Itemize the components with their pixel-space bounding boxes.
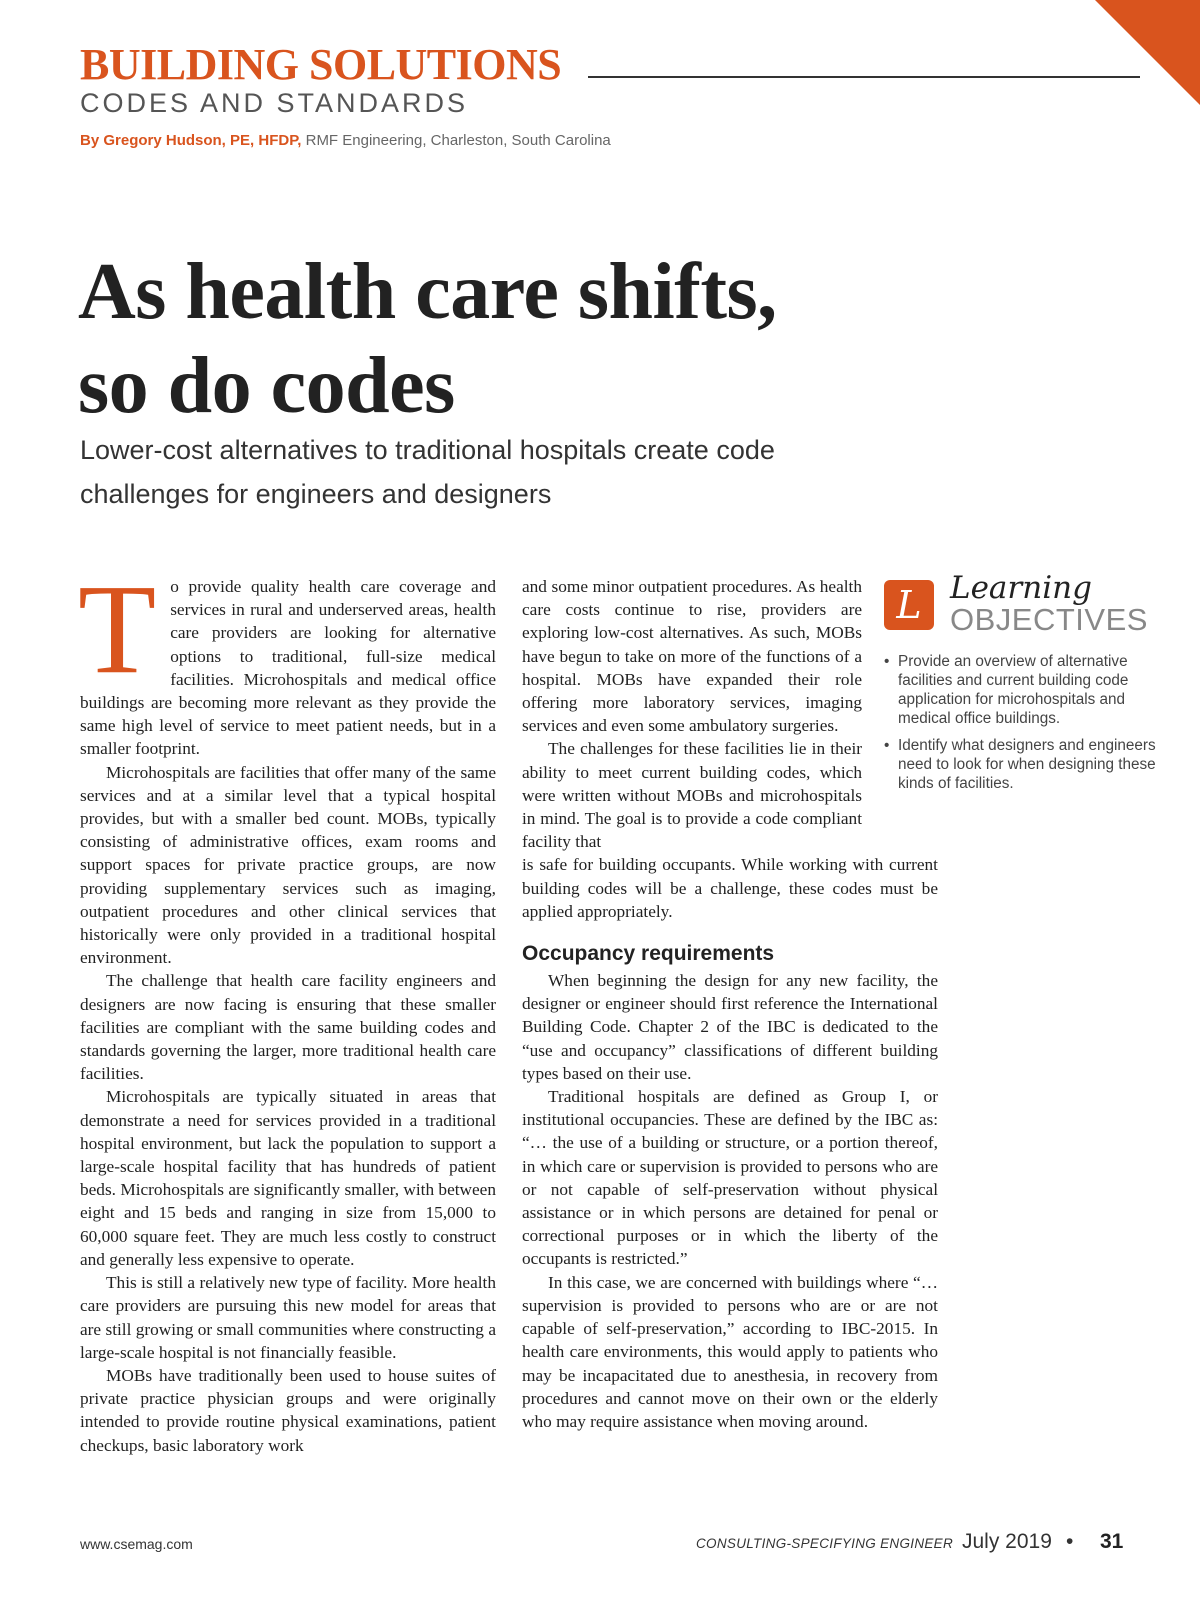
objective-item: • Identify what designers and engineers need to look for when designing these kinds of facilities. — [884, 736, 1160, 793]
headline-line-2: so do codes — [78, 342, 455, 430]
learning-title-script: Learning — [950, 570, 1092, 606]
paragraph: Traditional hospitals are defined as Group I, or institutional occupancies. These are defined by the IBC as: “… the use of a building or structure, or a portion thereof, in which care or supervision is provided to persons who are or not capable of self-preservation without physical assistance or in which persons are detained for penal or correctional purposes or in which the liberty of the occupants is restricted.” — [522, 1087, 938, 1269]
objectives-title: OBJECTIVES — [950, 602, 1148, 637]
author-affiliation: RMF Engineering, Charleston, South Carolina — [305, 132, 611, 149]
section-heading: Occupancy requirements — [522, 942, 775, 966]
learning-objectives-header — [884, 570, 1160, 638]
issue-date: July 2019 — [962, 1530, 1052, 1553]
section-subtitle: CODES AND STANDARDS — [80, 88, 469, 118]
paragraph: Microhospitals are facilities that offer many of the same services and at a similar level that a typical hospital provides, but with a smaller bed count. MOBs, typically consisting of administrative offices, exam rooms and support spaces for private practice groups, are now providing supplementary services such as imaging, outpatient procedures and other clinical services that historically were only provided in a traditional hospital environment. — [80, 762, 496, 968]
magazine-name: CONSULTING-SPECIFYING ENGINEER — [696, 1536, 954, 1551]
footer-url: www.csemag.com — [80, 1536, 193, 1552]
footer-bullet-icon: • — [1066, 1530, 1074, 1553]
deck: Lower-cost alternatives to traditional hospitals create code challenges for engineers and designers — [80, 435, 775, 509]
narrow-text-block — [522, 575, 862, 853]
section-header — [80, 40, 1140, 118]
paragraph: This is still a relatively new type of facility. More health care providers are pursuing this new model for areas that are still growing or small communities where constructing a large-scale hospital is not financially feasible. — [80, 1273, 496, 1362]
paragraph: When beginning the design for any new facility, the designer or engineer should first reference the International Building Code. Chapter 2 of the IBC is dedicated to the “use and occupancy” classifications of different building types based on their use. — [522, 971, 938, 1083]
paragraph: is safe for building occupants. While working with current building codes will be a challenge, these codes must be applied appropriately. — [522, 855, 938, 921]
page-footer — [0, 1530, 1200, 1560]
objectives-list — [884, 652, 1160, 793]
paragraph: In this case, we are concerned with buildings where “… supervision is provided to persons who are or are not capable of self-preservation,” according to IBC-2015. In health care environments, this would apply to patients who may be incapacitated due to anesthesia, in recovery from procedures and cannot move on their own or the elderly who may require assistance when moving around. — [522, 1272, 938, 1431]
author-name: By Gregory Hudson, PE, HFDP, — [80, 132, 302, 149]
learning-badge-icon: L — [884, 580, 934, 630]
article-column-1 — [78, 558, 496, 1457]
paragraph-text: o provide quality health care coverage and services in rural and underserved areas, health care providers are looking for alternative options to traditional, full-size medical facilities. Microhospitals and medical office buildings are becoming more relevant as they provide the same high level of service to meet patient needs, but in a smaller footprint. — [80, 577, 496, 759]
page-number: 31 — [1100, 1530, 1124, 1553]
learning-objectives-box — [884, 570, 1160, 801]
paragraph: The challenges for these facilities lie in their ability to meet current building codes, which were written without MOBs and microhospitals in mind. The goal is to provide a code compliant facility that — [522, 739, 862, 852]
paragraph: The challenge that health care facility engineers and designers are now facing is ensuring that these smaller facilities are compliant with the same building codes and standards governing the larger, more traditional health care facilities. — [80, 971, 496, 1084]
section-title: BUILDING SOLUTIONS — [80, 40, 562, 89]
paragraph — [78, 558, 496, 761]
drop-cap: T — [78, 558, 157, 700]
headline-line-1: As health care shifts, — [78, 248, 777, 336]
section-rule — [588, 76, 1140, 78]
paragraph: MOBs have traditionally been used to house suites of private practice physician groups and were originally intended to provide routine physical examinations, patient checkups, basic laboratory work — [80, 1365, 496, 1455]
byline — [80, 132, 611, 149]
headline — [78, 245, 978, 433]
article-column-2 — [522, 575, 938, 1433]
objective-item: • Provide an overview of alternative facilities and current building code application for microhospitals and medical office buildings. — [884, 652, 1160, 728]
paragraph: and some minor outpatient procedures. As health care costs continue to rise, providers are exploring low-cost alternatives. As such, MOBs have begun to take on more of the functions of a hospital. MOBs have expanded their role offering more laboratory services, imaging services and even some ambulatory surgeries. — [522, 577, 862, 736]
paragraph: Microhospitals are typically situated in areas that demonstrate a need for services provided in a traditional hospital environment, but lack the population to support a large-scale hospital facility that has hundreds of patient beds. Microhospitals are significantly smaller, with between eight and 15 beds and ranging in size from 15,000 to 60,000 square feet. They are much less costly to construct and generally less expensive to operate. — [80, 1087, 496, 1269]
